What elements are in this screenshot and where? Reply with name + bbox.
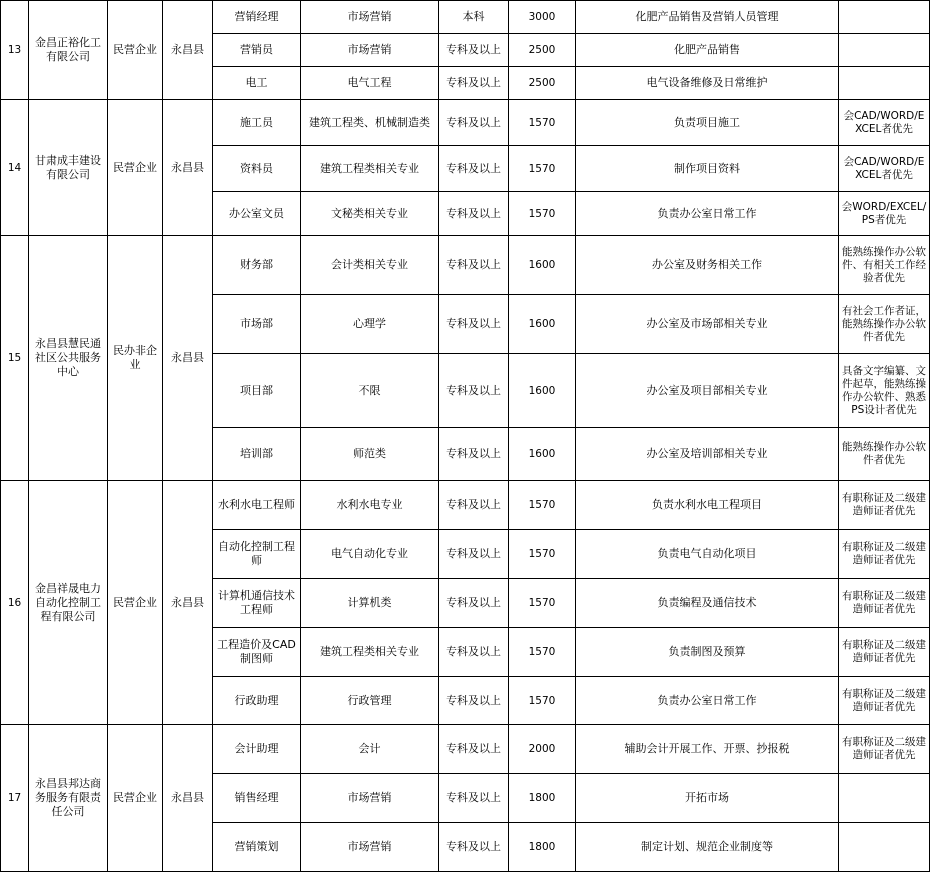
job-salary: 1570 — [509, 100, 576, 146]
job-salary: 1600 — [509, 354, 576, 428]
job-note — [839, 34, 930, 67]
company-type: 民营企业 — [108, 100, 163, 236]
job-title: 自动化控制工程师 — [213, 530, 301, 579]
job-title: 会计助理 — [213, 725, 301, 774]
job-major: 会计类相关专业 — [301, 236, 439, 295]
job-duty: 辅助会计开展工作、开票、抄报税 — [576, 725, 839, 774]
job-duty: 化肥产品销售 — [576, 34, 839, 67]
job-salary: 1570 — [509, 677, 576, 725]
job-duty: 电气设备维修及日常维护 — [576, 67, 839, 100]
job-major: 市场营销 — [301, 823, 439, 872]
job-major: 心理学 — [301, 295, 439, 354]
job-note — [839, 823, 930, 872]
job-education: 专科及以上 — [439, 236, 509, 295]
company-county: 永昌县 — [163, 236, 213, 481]
job-duty: 负责制图及预算 — [576, 628, 839, 677]
job-major: 不限 — [301, 354, 439, 428]
job-salary: 1570 — [509, 481, 576, 530]
job-note: 具备文字编纂、文件起草，能熟练操作办公软件、熟悉PS设计者优先 — [839, 354, 930, 428]
company-number: 17 — [1, 725, 29, 872]
job-title: 资料员 — [213, 146, 301, 192]
job-salary: 3000 — [509, 1, 576, 34]
job-duty: 负责办公室日常工作 — [576, 192, 839, 236]
job-major: 师范类 — [301, 428, 439, 481]
company-county: 永昌县 — [163, 1, 213, 100]
job-major: 建筑工程类相关专业 — [301, 628, 439, 677]
job-duty: 办公室及市场部相关专业 — [576, 295, 839, 354]
job-salary: 1800 — [509, 823, 576, 872]
table-body — [1, 1, 930, 872]
job-title: 计算机通信技术工程师 — [213, 579, 301, 628]
company-county: 永昌县 — [163, 725, 213, 872]
job-note: 会WORD/EXCEL/PS者优先 — [839, 192, 930, 236]
job-title: 营销经理 — [213, 1, 301, 34]
job-duty: 负责办公室日常工作 — [576, 677, 839, 725]
company-type: 民营企业 — [108, 725, 163, 872]
company-name: 甘肃成丰建设有限公司 — [29, 100, 108, 236]
company-name: 金昌祥晟电力自动化控制工程有限公司 — [29, 481, 108, 725]
job-major: 电气自动化专业 — [301, 530, 439, 579]
job-note — [839, 67, 930, 100]
job-major: 建筑工程类、机械制造类 — [301, 100, 439, 146]
company-name: 永昌县邦达商务服务有限责任公司 — [29, 725, 108, 872]
job-note: 有社会工作者证，能熟练操作办公软件者优先 — [839, 295, 930, 354]
job-major: 市场营销 — [301, 34, 439, 67]
job-salary: 1600 — [509, 428, 576, 481]
job-title: 营销策划 — [213, 823, 301, 872]
job-major: 水利水电专业 — [301, 481, 439, 530]
job-note — [839, 774, 930, 823]
job-salary: 1570 — [509, 146, 576, 192]
job-salary: 1570 — [509, 579, 576, 628]
job-education: 专科及以上 — [439, 823, 509, 872]
job-title: 水利水电工程师 — [213, 481, 301, 530]
job-salary: 2500 — [509, 67, 576, 100]
job-duty: 负责水利水电工程项目 — [576, 481, 839, 530]
job-duty: 办公室及项目部相关专业 — [576, 354, 839, 428]
company-number: 13 — [1, 1, 29, 100]
job-salary: 2500 — [509, 34, 576, 67]
job-duty: 负责电气自动化项目 — [576, 530, 839, 579]
job-education: 专科及以上 — [439, 295, 509, 354]
job-major: 建筑工程类相关专业 — [301, 146, 439, 192]
job-education: 专科及以上 — [439, 481, 509, 530]
job-duty: 办公室及培训部相关专业 — [576, 428, 839, 481]
job-duty: 制定计划、规范企业制度等 — [576, 823, 839, 872]
job-note: 会CAD/WORD/EXCEL者优先 — [839, 146, 930, 192]
job-education: 专科及以上 — [439, 354, 509, 428]
job-note: 有职称证及二级建造师证者优先 — [839, 628, 930, 677]
job-note: 会CAD/WORD/EXCEL者优先 — [839, 100, 930, 146]
job-title: 销售经理 — [213, 774, 301, 823]
job-major: 市场营销 — [301, 774, 439, 823]
job-note: 有职称证及二级建造师证者优先 — [839, 579, 930, 628]
company-number: 15 — [1, 236, 29, 481]
job-duty: 负责项目施工 — [576, 100, 839, 146]
table-row — [1, 100, 930, 146]
job-education: 专科及以上 — [439, 774, 509, 823]
job-duty: 负责编程及通信技术 — [576, 579, 839, 628]
job-education: 专科及以上 — [439, 34, 509, 67]
job-duty: 化肥产品销售及营销人员管理 — [576, 1, 839, 34]
table-row — [1, 236, 930, 295]
job-education: 专科及以上 — [439, 725, 509, 774]
job-major: 电气工程 — [301, 67, 439, 100]
job-note: 能熟练操作办公软件、有相关工作经验者优先 — [839, 236, 930, 295]
job-note: 有职称证及二级建造师证者优先 — [839, 677, 930, 725]
job-education: 专科及以上 — [439, 677, 509, 725]
job-salary: 1600 — [509, 236, 576, 295]
job-note: 能熟练操作办公软件者优先 — [839, 428, 930, 481]
job-salary: 1570 — [509, 192, 576, 236]
job-title: 市场部 — [213, 295, 301, 354]
job-salary: 2000 — [509, 725, 576, 774]
company-number: 16 — [1, 481, 29, 725]
job-title: 施工员 — [213, 100, 301, 146]
job-note: 有职称证及二级建造师证者优先 — [839, 530, 930, 579]
company-name: 金昌正裕化工有限公司 — [29, 1, 108, 100]
job-title: 电工 — [213, 67, 301, 100]
job-education: 专科及以上 — [439, 146, 509, 192]
job-title: 营销员 — [213, 34, 301, 67]
job-note: 有职称证及二级建造师证者优先 — [839, 481, 930, 530]
job-note: 有职称证及二级建造师证者优先 — [839, 725, 930, 774]
job-title: 行政助理 — [213, 677, 301, 725]
company-county: 永昌县 — [163, 481, 213, 725]
job-salary: 1570 — [509, 628, 576, 677]
company-type: 民办非企业 — [108, 236, 163, 481]
job-duty: 办公室及财务相关工作 — [576, 236, 839, 295]
job-title: 财务部 — [213, 236, 301, 295]
table-row — [1, 481, 930, 530]
job-education: 专科及以上 — [439, 579, 509, 628]
company-type: 民营企业 — [108, 1, 163, 100]
job-major: 会计 — [301, 725, 439, 774]
job-note — [839, 1, 930, 34]
company-name: 永昌县慧民通社区公共服务中心 — [29, 236, 108, 481]
job-major: 行政管理 — [301, 677, 439, 725]
job-duty: 开拓市场 — [576, 774, 839, 823]
job-salary: 1570 — [509, 530, 576, 579]
table-row — [1, 1, 930, 34]
company-county: 永昌县 — [163, 100, 213, 236]
job-education: 专科及以上 — [439, 100, 509, 146]
job-title: 办公室文员 — [213, 192, 301, 236]
job-education: 专科及以上 — [439, 628, 509, 677]
job-education: 专科及以上 — [439, 192, 509, 236]
job-salary: 1800 — [509, 774, 576, 823]
job-major: 文秘类相关专业 — [301, 192, 439, 236]
job-education: 专科及以上 — [439, 530, 509, 579]
job-education: 专科及以上 — [439, 67, 509, 100]
job-major: 计算机类 — [301, 579, 439, 628]
job-major: 市场营销 — [301, 1, 439, 34]
company-number: 14 — [1, 100, 29, 236]
job-title: 工程造价及CAD制图师 — [213, 628, 301, 677]
company-type: 民营企业 — [108, 481, 163, 725]
table-row — [1, 725, 930, 774]
job-education: 专科及以上 — [439, 428, 509, 481]
job-title: 培训部 — [213, 428, 301, 481]
job-salary: 1600 — [509, 295, 576, 354]
job-title: 项目部 — [213, 354, 301, 428]
job-duty: 制作项目资料 — [576, 146, 839, 192]
job-education: 本科 — [439, 1, 509, 34]
